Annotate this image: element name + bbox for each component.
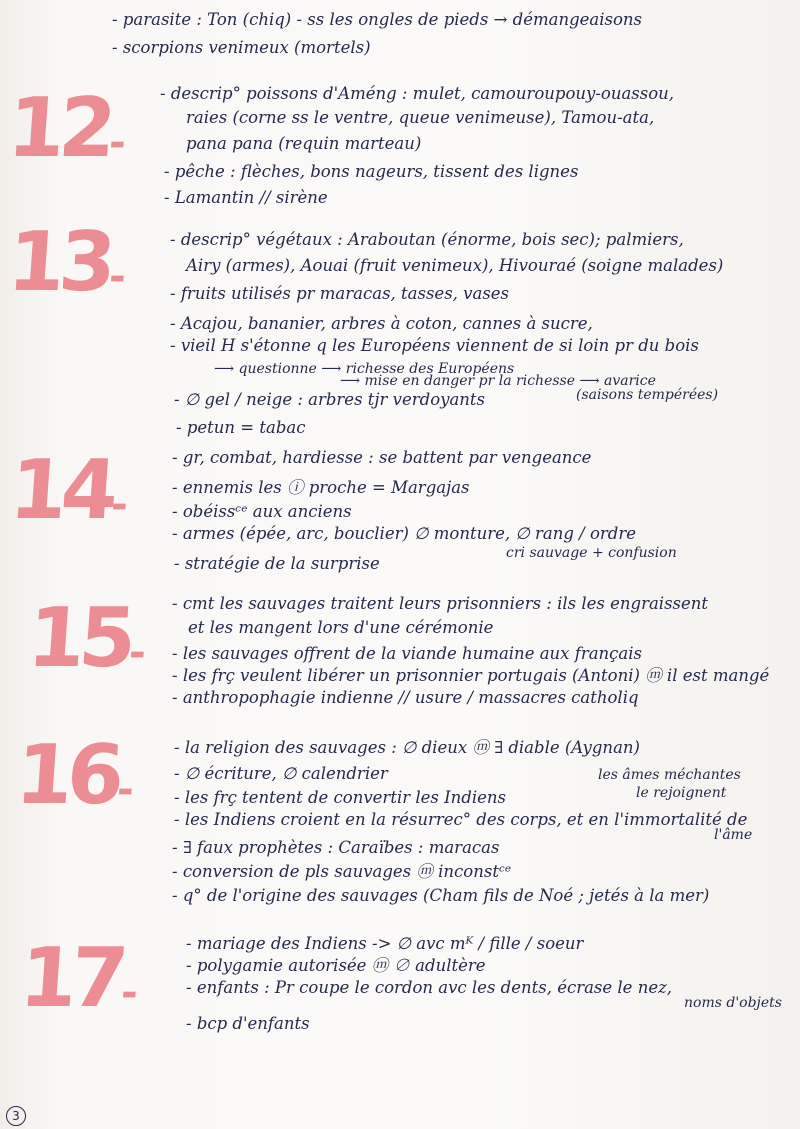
note-line: - fruits utilisés pr maracas, tasses, vases <box>170 284 510 303</box>
note-line: les âmes méchantes <box>598 767 741 783</box>
note-line: - la religion des sauvages : ∅ dieux ⓜ ∃ diable (Aygnan) <box>174 738 640 757</box>
note-line: - mariage des Indiens -> ∅ avc mᴷ / fille / soeur <box>186 934 584 953</box>
note-line: - vieil H s'étonne q les Européens viennent de si loin pr du bois <box>170 336 699 355</box>
note-line: (saisons tempérées) <box>576 387 719 403</box>
note-line: - les Indiens croient en la résurrec° des corps, et en l'immortalité de <box>174 810 748 829</box>
section-number-15: 15- <box>24 591 148 686</box>
note-line: - enfants : Pr coupe le cordon avc les dents, écrase le nez, <box>186 978 673 997</box>
note-line: cri sauvage + confusion <box>506 545 677 561</box>
note-line: Airy (armes), Aouai (fruit venimeux), Hivouraé (soigne malades) <box>186 256 724 275</box>
note-line: - bcp d'enfants <box>186 1014 310 1033</box>
section-number-12: 12- <box>4 81 128 176</box>
note-line: - ∅ écriture, ∅ calendrier <box>174 764 388 783</box>
note-line: - parasite : Ton (chiq) - ss les ongles de pieds → démangeaisons <box>112 10 643 29</box>
note-line: - ennemis les ⓘ proche = Margajas <box>172 478 470 497</box>
note-line: pana pana (requin marteau) <box>186 134 422 153</box>
note-line: le rejoignent <box>636 785 727 801</box>
note-line: - petun = tabac <box>176 418 306 437</box>
section-number-16: 16- <box>12 728 136 823</box>
note-line: - ∃ faux prophètes : Caraïbes : maracas <box>172 838 500 857</box>
note-line: noms d'objets <box>684 995 782 1011</box>
note-line: et les mangent lors d'une cérémonie <box>188 618 494 637</box>
note-line: - obéissᶜᵉ aux anciens <box>172 502 352 521</box>
section-number-14: 14- <box>6 443 130 538</box>
note-line: - descrip° végétaux : Araboutan (énorme, bois sec); palmiers, <box>170 230 684 249</box>
page-number: 3 <box>6 1106 26 1126</box>
note-line: - anthropophagie indienne // usure / massacres catholiq <box>172 688 639 707</box>
note-line: - stratégie de la surprise <box>174 554 380 573</box>
note-line: - q° de l'origine des sauvages (Cham fils de Noé ; jetés à la mer) <box>172 886 710 905</box>
note-line: - polygamie autorisée ⓜ ∅ adultère <box>186 956 486 975</box>
note-line: l'âme <box>714 827 753 843</box>
note-line: - Lamantin // sirène <box>164 188 328 207</box>
note-line: - cmt les sauvages traitent leurs prisonniers : ils les engraissent <box>172 594 709 613</box>
note-line: ⟶ questionne ⟶ richesse des Européens <box>214 361 515 377</box>
note-line: - conversion de pls sauvages ⓜ inconstᶜᵉ <box>172 862 512 881</box>
note-line: - descrip° poissons d'Améng : mulet, camouroupouy-ouassou, <box>160 84 675 103</box>
note-line: - les frç tentent de convertir les Indiens <box>174 788 506 807</box>
note-line: - ∅ gel / neige : arbres tjr verdoyants <box>174 390 486 409</box>
note-line: - pêche : flèches, bons nageurs, tissent des lignes <box>164 162 579 181</box>
note-line: ⟶ mise en danger pr la richesse ⟶ avarice <box>340 373 656 389</box>
note-line: - Acajou, bananier, arbres à coton, cannes à sucre, <box>170 314 593 333</box>
note-line: - les sauvages offrent de la viande humaine aux français <box>172 644 642 663</box>
note-line: raies (corne ss le ventre, queue venimeuse), Tamou-ata, <box>186 108 655 127</box>
note-line: - scorpions venimeux (mortels) <box>112 38 371 57</box>
section-number-17: 17- <box>16 931 140 1026</box>
note-line: - armes (épée, arc, bouclier) ∅ monture, ∅ rang / ordre <box>172 524 636 543</box>
note-line: - gr, combat, hardiesse : se battent par vengeance <box>172 448 592 467</box>
section-number-13: 13- <box>4 215 128 310</box>
note-line: - les frç veulent libérer un prisonnier portugais (Antoni) ⓜ il est mangé <box>172 666 770 685</box>
